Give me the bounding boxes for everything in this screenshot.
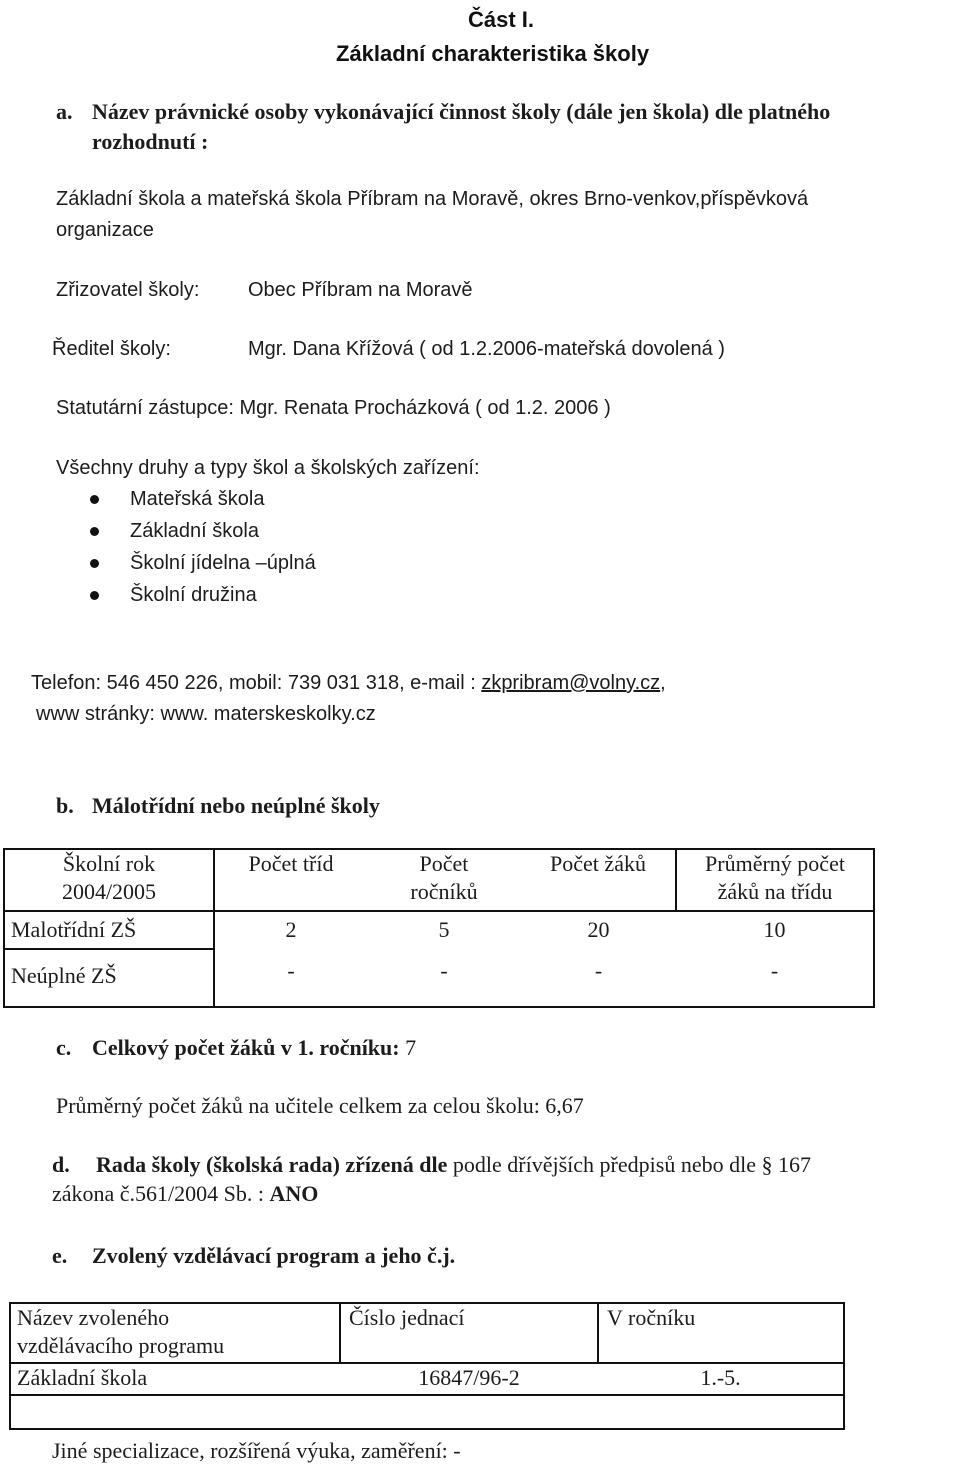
- empty-cell: [598, 1395, 844, 1429]
- empty-cell: [340, 1395, 598, 1429]
- grades-line1: Počet: [419, 851, 469, 876]
- bullet-icon: [90, 591, 99, 600]
- part-label: Část I.: [468, 7, 535, 32]
- part-title: Základní charakteristika školy: [336, 41, 650, 66]
- school-name-line1: Základní škola a mateřská škola Příbram na Moravě, okres Brno-venkov,příspěvková: [56, 188, 809, 210]
- school-type-item: Školní družina: [130, 584, 257, 606]
- bullet-icon: [90, 527, 99, 536]
- grades-line2: ročníků: [410, 879, 478, 905]
- table-row: [4, 911, 874, 949]
- section-d-line1: [96, 1151, 811, 1179]
- school-types-label: Všechny druhy a typy škol a školských zařízení:: [56, 457, 480, 479]
- school-name-line2: organizace: [56, 219, 154, 241]
- program-name: Základní škola: [10, 1363, 340, 1395]
- col-program-name: [10, 1303, 340, 1363]
- school-type-item: Mateřská škola: [130, 488, 265, 510]
- row-average: -: [676, 949, 874, 1007]
- row-label: Neúplné ZŠ: [4, 949, 214, 1007]
- row-pupils: 20: [587, 917, 610, 942]
- school-type-item: Školní jídelna –úplná: [130, 552, 316, 574]
- row-classes: 2: [214, 911, 367, 949]
- school-year-label: Školní rok: [62, 851, 156, 876]
- contact-prefix: Telefon: 546 450 226, mobil: 739 031 318, e-mail :: [31, 672, 482, 694]
- section-d-answer: ANO: [269, 1181, 319, 1206]
- education-program-table: [9, 1302, 845, 1430]
- average-line1: Průměrný počet: [705, 851, 845, 876]
- program-grade: 1.-5.: [598, 1363, 844, 1395]
- section-d-letter: d.: [52, 1152, 70, 1177]
- section-d-law: zákona č.561/2004 Sb. :: [52, 1181, 265, 1206]
- small-schools-table: [3, 848, 875, 1008]
- col-classes: Počet tříd: [214, 849, 367, 911]
- school-type-item: Základní škola: [130, 520, 259, 542]
- section-c-letter: c.: [56, 1035, 72, 1060]
- director-label: Ředitel školy:: [52, 338, 171, 360]
- founder-value: Obec Příbram na Moravě: [248, 279, 473, 301]
- table-header-row: [10, 1303, 844, 1363]
- website-line: www stránky: www. materskeskolky.cz: [36, 703, 376, 725]
- section-b-heading: Málotřídní nebo neúplné školy: [92, 793, 380, 818]
- col-grades: [367, 849, 521, 911]
- school-year-value: 2004/2005: [61, 879, 157, 905]
- email-link[interactable]: zkpribram@volny.cz: [481, 672, 661, 694]
- empty-cell: [10, 1395, 340, 1429]
- avg-per-teacher: Průměrný počet žáků na učitele celkem za celou školu: 6,67: [56, 1093, 584, 1118]
- section-d-bold: Rada školy (školská rada) zřízená dle: [96, 1152, 448, 1177]
- contact-suffix: ,: [660, 672, 666, 694]
- average-line2: žáků na třídu: [717, 879, 833, 905]
- col-pupils: Počet žáků: [521, 849, 676, 911]
- row-grades: -: [367, 949, 521, 1007]
- table-header-row: [4, 849, 874, 911]
- section-e-letter: e.: [52, 1243, 68, 1268]
- program-name-line1: Název zvoleného: [17, 1305, 170, 1330]
- section-d-line2: [52, 1180, 318, 1208]
- section-b-letter: b.: [56, 793, 74, 818]
- row-pupils: -: [521, 949, 676, 1007]
- bullet-icon: [90, 559, 99, 568]
- table-empty-row: [10, 1395, 844, 1429]
- row-classes: -: [214, 949, 367, 1007]
- section-c-line: [92, 1034, 416, 1062]
- col-average: [676, 849, 874, 911]
- row-average: 10: [676, 911, 874, 949]
- deputy-text: Statutární zástupce: Mgr. Renata Procházková ( od 1.2. 2006 ): [56, 397, 611, 419]
- section-c-heading: Celkový počet žáků v 1. ročníku:: [92, 1035, 400, 1060]
- section-d-normal: podle dřívějších předpisů nebo dle § 167: [452, 1152, 811, 1177]
- contact-line: [31, 671, 666, 696]
- program-reference: 16847/96-2: [418, 1365, 520, 1390]
- row-grades: 5: [438, 917, 450, 942]
- table-row: [4, 949, 874, 1007]
- row-label: Malotřídní ZŠ: [4, 911, 214, 949]
- founder-label: Zřizovatel školy:: [56, 279, 200, 301]
- other-specializations: Jiné specializace, rozšířená výuka, zaměření: -: [52, 1438, 461, 1463]
- col-reference: Číslo jednací: [340, 1303, 598, 1363]
- col-school-year: [4, 849, 214, 911]
- col-grade: V ročníku: [598, 1303, 844, 1363]
- section-a-heading-line1: Název právnické osoby vykonávající činnost školy (dále jen škola) dle platného: [92, 99, 831, 124]
- bullet-icon: [90, 495, 99, 504]
- program-name-line2: vzdělávacího programu: [17, 1333, 225, 1359]
- director-value: Mgr. Dana Křížová ( od 1.2.2006-mateřská dovolená ): [248, 338, 725, 360]
- section-a-heading-line2: rozhodnutí :: [92, 129, 209, 154]
- section-e-heading: Zvolený vzdělávací program a jeho č.j.: [92, 1243, 456, 1268]
- first-grade-count: 7: [405, 1035, 417, 1060]
- section-a-letter: a.: [56, 99, 73, 124]
- table-row: [10, 1363, 844, 1395]
